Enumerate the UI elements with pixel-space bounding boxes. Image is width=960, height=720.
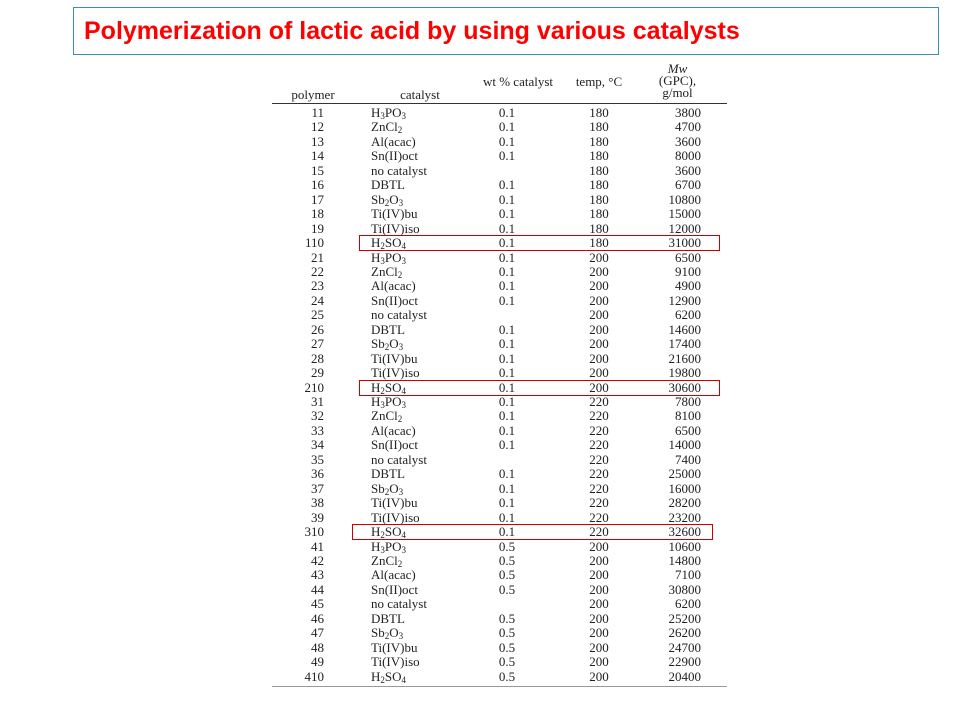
bottom-rule	[272, 686, 727, 687]
cell-polymer: 38	[311, 495, 324, 511]
cell-temp: 200	[589, 596, 609, 612]
cell-catalyst: Al(acac)	[371, 278, 416, 294]
cell-polymer: 310	[304, 524, 324, 540]
cell-wt: 0.1	[498, 437, 516, 453]
cell-temp: 200	[589, 538, 609, 554]
title-box	[73, 7, 939, 55]
cell-catalyst: no catalyst	[371, 596, 427, 612]
cell-polymer: 48	[311, 639, 324, 655]
cell-wt: 0.1	[498, 148, 516, 164]
cell-temp: 200	[589, 552, 609, 568]
cell-mw: 6700	[675, 177, 701, 193]
cell-temp: 200	[589, 278, 609, 294]
cell-catalyst: DBTL	[371, 321, 405, 337]
cell-temp: 180	[589, 162, 609, 178]
cell-polymer: 27	[311, 336, 324, 352]
cell-wt: 0.1	[498, 379, 516, 395]
cell-wt: 0.1	[498, 480, 516, 496]
cell-temp: 220	[589, 495, 609, 511]
cell-wt: 0.1	[498, 365, 516, 381]
cell-temp: 180	[589, 105, 609, 120]
cell-temp: 180	[589, 235, 609, 251]
cell-catalyst: $H_2SO_4$	[371, 668, 407, 685]
cell-polymer: 44	[311, 581, 324, 597]
cell-polymer: 43	[311, 567, 324, 583]
cell-wt: 0.1	[498, 321, 516, 337]
cell-wt: 0.1	[498, 220, 516, 236]
cell-polymer: 36	[311, 466, 324, 482]
highlight-box	[359, 380, 720, 396]
cell-catalyst: $Sb_2O_3$	[371, 625, 404, 642]
cell-temp: 200	[589, 567, 609, 583]
cell-catalyst: Ti(IV)bu	[371, 206, 418, 222]
cell-catalyst: ZnCl$_2$	[371, 408, 403, 425]
cell-temp: 180	[589, 177, 609, 193]
cell-polymer: 14	[311, 148, 324, 164]
cell-wt: 0.1	[498, 278, 516, 294]
cell-mw: 20400	[668, 668, 701, 684]
cell-polymer: 34	[311, 437, 324, 453]
cell-catalyst: ZnCl$_2$	[371, 119, 403, 136]
cell-mw: 24700	[668, 639, 701, 655]
cell-mw: 14600	[668, 321, 701, 337]
cell-mw: 6200	[675, 307, 701, 323]
cell-temp: 200	[589, 379, 609, 395]
cell-temp: 200	[589, 639, 609, 655]
cell-temp: 200	[589, 350, 609, 366]
cell-catalyst: $H_2SO_4$	[371, 235, 407, 252]
cell-polymer: 35	[311, 451, 324, 467]
cell-catalyst: $H_2SO_4$	[371, 524, 407, 541]
cell-catalyst: no catalyst	[371, 451, 427, 467]
cell-catalyst: $H_3PO_3$	[371, 394, 407, 410]
cell-polymer: 16	[311, 177, 324, 193]
cell-catalyst: Ti(IV)iso	[371, 654, 420, 670]
cell-temp: 180	[589, 133, 609, 149]
cell-wt: 0.5	[498, 654, 516, 670]
cell-mw: 10800	[668, 191, 701, 207]
cell-mw: 7100	[675, 567, 701, 583]
cell-wt: 0.1	[498, 509, 516, 525]
cell-temp: 180	[589, 220, 609, 236]
cell-polymer: 23	[311, 278, 324, 294]
cell-catalyst: ZnCl$_2$	[371, 263, 403, 280]
cell-mw: 3600	[675, 162, 701, 178]
cell-temp: 200	[589, 336, 609, 352]
cell-mw: 30600	[668, 379, 701, 395]
cell-wt: 0.1	[498, 105, 516, 120]
cell-catalyst: DBTL	[371, 466, 405, 482]
cell-polymer: 13	[311, 133, 324, 149]
cell-mw: 10600	[668, 538, 701, 554]
cell-temp: 220	[589, 524, 609, 540]
cell-wt: 0.1	[498, 408, 516, 424]
cell-mw: 17400	[668, 336, 701, 352]
cell-wt: 0.1	[498, 336, 516, 352]
cell-temp: 200	[589, 610, 609, 626]
cell-polymer: 19	[311, 220, 324, 236]
header-mw-method: (GPC),	[658, 73, 697, 88]
cell-polymer: 39	[311, 509, 324, 525]
cell-catalyst: $H_3PO_3$	[371, 249, 407, 266]
cell-polymer: 18	[311, 206, 324, 222]
cell-polymer: 31	[311, 394, 324, 409]
cell-catalyst: Sn(II)oct	[371, 148, 418, 164]
cell-wt: 0.5	[498, 581, 516, 597]
cell-catalyst: Ti(IV)iso	[371, 509, 420, 525]
header-mw	[640, 63, 715, 99]
cell-wt: 0.1	[498, 177, 516, 193]
cell-catalyst: ZnCl$_2$	[371, 552, 403, 569]
cell-wt: 0.1	[498, 495, 516, 511]
cell-wt: 0.1	[498, 133, 516, 149]
cell-polymer: 28	[311, 350, 324, 366]
cell-mw: 6500	[675, 422, 701, 438]
cell-mw: 21600	[668, 350, 701, 366]
cell-mw: 19800	[668, 365, 701, 381]
cell-temp: 200	[589, 654, 609, 670]
cell-catalyst: Al(acac)	[371, 567, 416, 583]
cell-catalyst: DBTL	[371, 610, 405, 626]
cell-polymer: 25	[311, 307, 324, 323]
cell-mw: 14000	[668, 437, 701, 453]
cell-temp: 200	[589, 365, 609, 381]
cell-mw: 26200	[668, 625, 701, 641]
cell-temp: 220	[589, 451, 609, 467]
cell-catalyst: $H_2SO_4$	[371, 379, 407, 396]
cell-catalyst: no catalyst	[371, 307, 427, 323]
cell-wt: 0.1	[498, 263, 516, 279]
cell-mw: 3800	[675, 105, 701, 120]
cell-mw: 6500	[675, 249, 701, 265]
cell-polymer: 11	[311, 105, 324, 120]
cell-catalyst: $H_3PO_3$	[371, 105, 407, 121]
cell-temp: 180	[589, 119, 609, 135]
cell-mw: 12000	[668, 220, 701, 236]
cell-temp: 200	[589, 581, 609, 597]
cell-temp: 200	[589, 668, 609, 684]
cell-mw: 22900	[668, 654, 701, 670]
cell-mw: 31000	[668, 235, 701, 251]
cell-catalyst: Ti(IV)iso	[371, 365, 420, 381]
cell-catalyst: Ti(IV)bu	[371, 495, 418, 511]
cell-polymer: 410	[304, 668, 324, 684]
cell-polymer: 210	[304, 379, 324, 395]
header-temp: temp, °C	[575, 74, 623, 89]
cell-catalyst: Sn(II)oct	[371, 581, 418, 597]
cell-temp: 220	[589, 394, 609, 409]
cell-mw: 14800	[668, 552, 701, 568]
cell-polymer: 21	[311, 249, 324, 265]
cell-catalyst: Ti(IV)iso	[371, 220, 420, 236]
cell-mw: 9100	[675, 263, 701, 279]
cell-temp: 200	[589, 321, 609, 337]
cell-temp: 200	[589, 263, 609, 279]
cell-temp: 220	[589, 408, 609, 424]
cell-mw: 7800	[675, 394, 701, 409]
cell-temp: 220	[589, 422, 609, 438]
header-polymer: polymer	[291, 87, 335, 102]
cell-wt: 0.5	[498, 538, 516, 554]
cell-temp: 200	[589, 625, 609, 641]
cell-polymer: 110	[304, 235, 324, 251]
cell-temp: 180	[589, 206, 609, 222]
cell-polymer: 26	[311, 321, 324, 337]
cell-mw: 7400	[675, 451, 701, 467]
cell-mw: 6200	[675, 596, 701, 612]
cell-wt: 0.5	[498, 668, 516, 684]
cell-mw: 25200	[668, 610, 701, 626]
cell-mw: 15000	[668, 206, 701, 222]
cell-catalyst: $Sb_2O_3$	[371, 191, 404, 208]
cell-wt: 0.1	[498, 249, 516, 265]
cell-polymer: 46	[311, 610, 324, 626]
highlight-box	[359, 235, 720, 251]
cell-polymer: 32	[311, 408, 324, 424]
cell-mw: 25000	[668, 466, 701, 482]
header-wt: wt % catalyst	[482, 74, 554, 89]
cell-mw: 12900	[668, 292, 701, 308]
cell-temp: 180	[589, 191, 609, 207]
cell-wt: 0.1	[498, 524, 516, 540]
cell-wt: 0.1	[498, 292, 516, 308]
cell-wt: 0.1	[498, 350, 516, 366]
cell-polymer: 42	[311, 552, 324, 568]
header-catalyst: catalyst	[400, 87, 440, 102]
cell-temp: 220	[589, 480, 609, 496]
highlight-box	[352, 524, 713, 540]
cell-catalyst: Al(acac)	[371, 422, 416, 438]
cell-temp: 200	[589, 249, 609, 265]
cell-catalyst: DBTL	[371, 177, 405, 193]
cell-catalyst: $Sb_2O_3$	[371, 336, 404, 353]
cell-polymer: 45	[311, 596, 324, 612]
cell-temp: 180	[589, 148, 609, 164]
cell-wt: 0.1	[498, 422, 516, 438]
cell-catalyst: no catalyst	[371, 162, 427, 178]
cell-mw: 4700	[675, 119, 701, 135]
cell-catalyst: Al(acac)	[371, 133, 416, 149]
cell-polymer: 41	[311, 538, 324, 554]
cell-wt: 0.1	[498, 394, 516, 409]
cell-wt: 0.1	[498, 191, 516, 207]
cell-wt: 0.5	[498, 610, 516, 626]
cell-mw: 8100	[675, 408, 701, 424]
cell-polymer: 29	[311, 365, 324, 381]
cell-mw: 8000	[675, 148, 701, 164]
cell-catalyst: Sn(II)oct	[371, 292, 418, 308]
header-mw-unit: g/mol	[662, 85, 693, 100]
cell-polymer: 33	[311, 422, 324, 438]
cell-mw: 3600	[675, 133, 701, 149]
cell-temp: 200	[589, 292, 609, 308]
cell-polymer: 22	[311, 263, 324, 279]
cell-catalyst: Ti(IV)bu	[371, 350, 418, 366]
cell-mw: 28200	[668, 495, 701, 511]
cell-polymer: 49	[311, 654, 324, 670]
header-mw-symbol: Mw	[667, 61, 688, 76]
cell-mw: 30800	[668, 581, 701, 597]
cell-temp: 200	[589, 307, 609, 323]
cell-polymer: 17	[311, 191, 324, 207]
cell-polymer: 12	[311, 119, 324, 135]
cell-wt: 0.5	[498, 639, 516, 655]
cell-polymer: 24	[311, 292, 324, 308]
cell-mw: 23200	[668, 509, 701, 525]
cell-catalyst: $Sb_2O_3$	[371, 480, 404, 497]
cell-wt: 0.1	[498, 466, 516, 482]
cell-wt: 0.5	[498, 567, 516, 583]
cell-mw: 16000	[668, 480, 701, 496]
cell-wt: 0.1	[498, 235, 516, 251]
cell-wt: 0.1	[498, 206, 516, 222]
cell-catalyst: Sn(II)oct	[371, 437, 418, 453]
cell-temp: 220	[589, 466, 609, 482]
cell-catalyst: Ti(IV)bu	[371, 639, 418, 655]
slide-title: Polymerization of lactic acid by using various catalysts	[84, 17, 740, 45]
cell-mw: 4900	[675, 278, 701, 294]
cell-polymer: 47	[311, 625, 324, 641]
cell-wt: 0.1	[498, 119, 516, 135]
cell-polymer: 15	[311, 162, 324, 178]
cell-catalyst: $H_3PO_3$	[371, 538, 407, 555]
cell-wt: 0.5	[498, 625, 516, 641]
cell-temp: 220	[589, 437, 609, 453]
cell-wt: 0.5	[498, 552, 516, 568]
cell-polymer: 37	[311, 480, 324, 496]
header-rule	[272, 103, 727, 104]
cell-temp: 220	[589, 509, 609, 525]
cell-mw: 32600	[668, 524, 701, 540]
